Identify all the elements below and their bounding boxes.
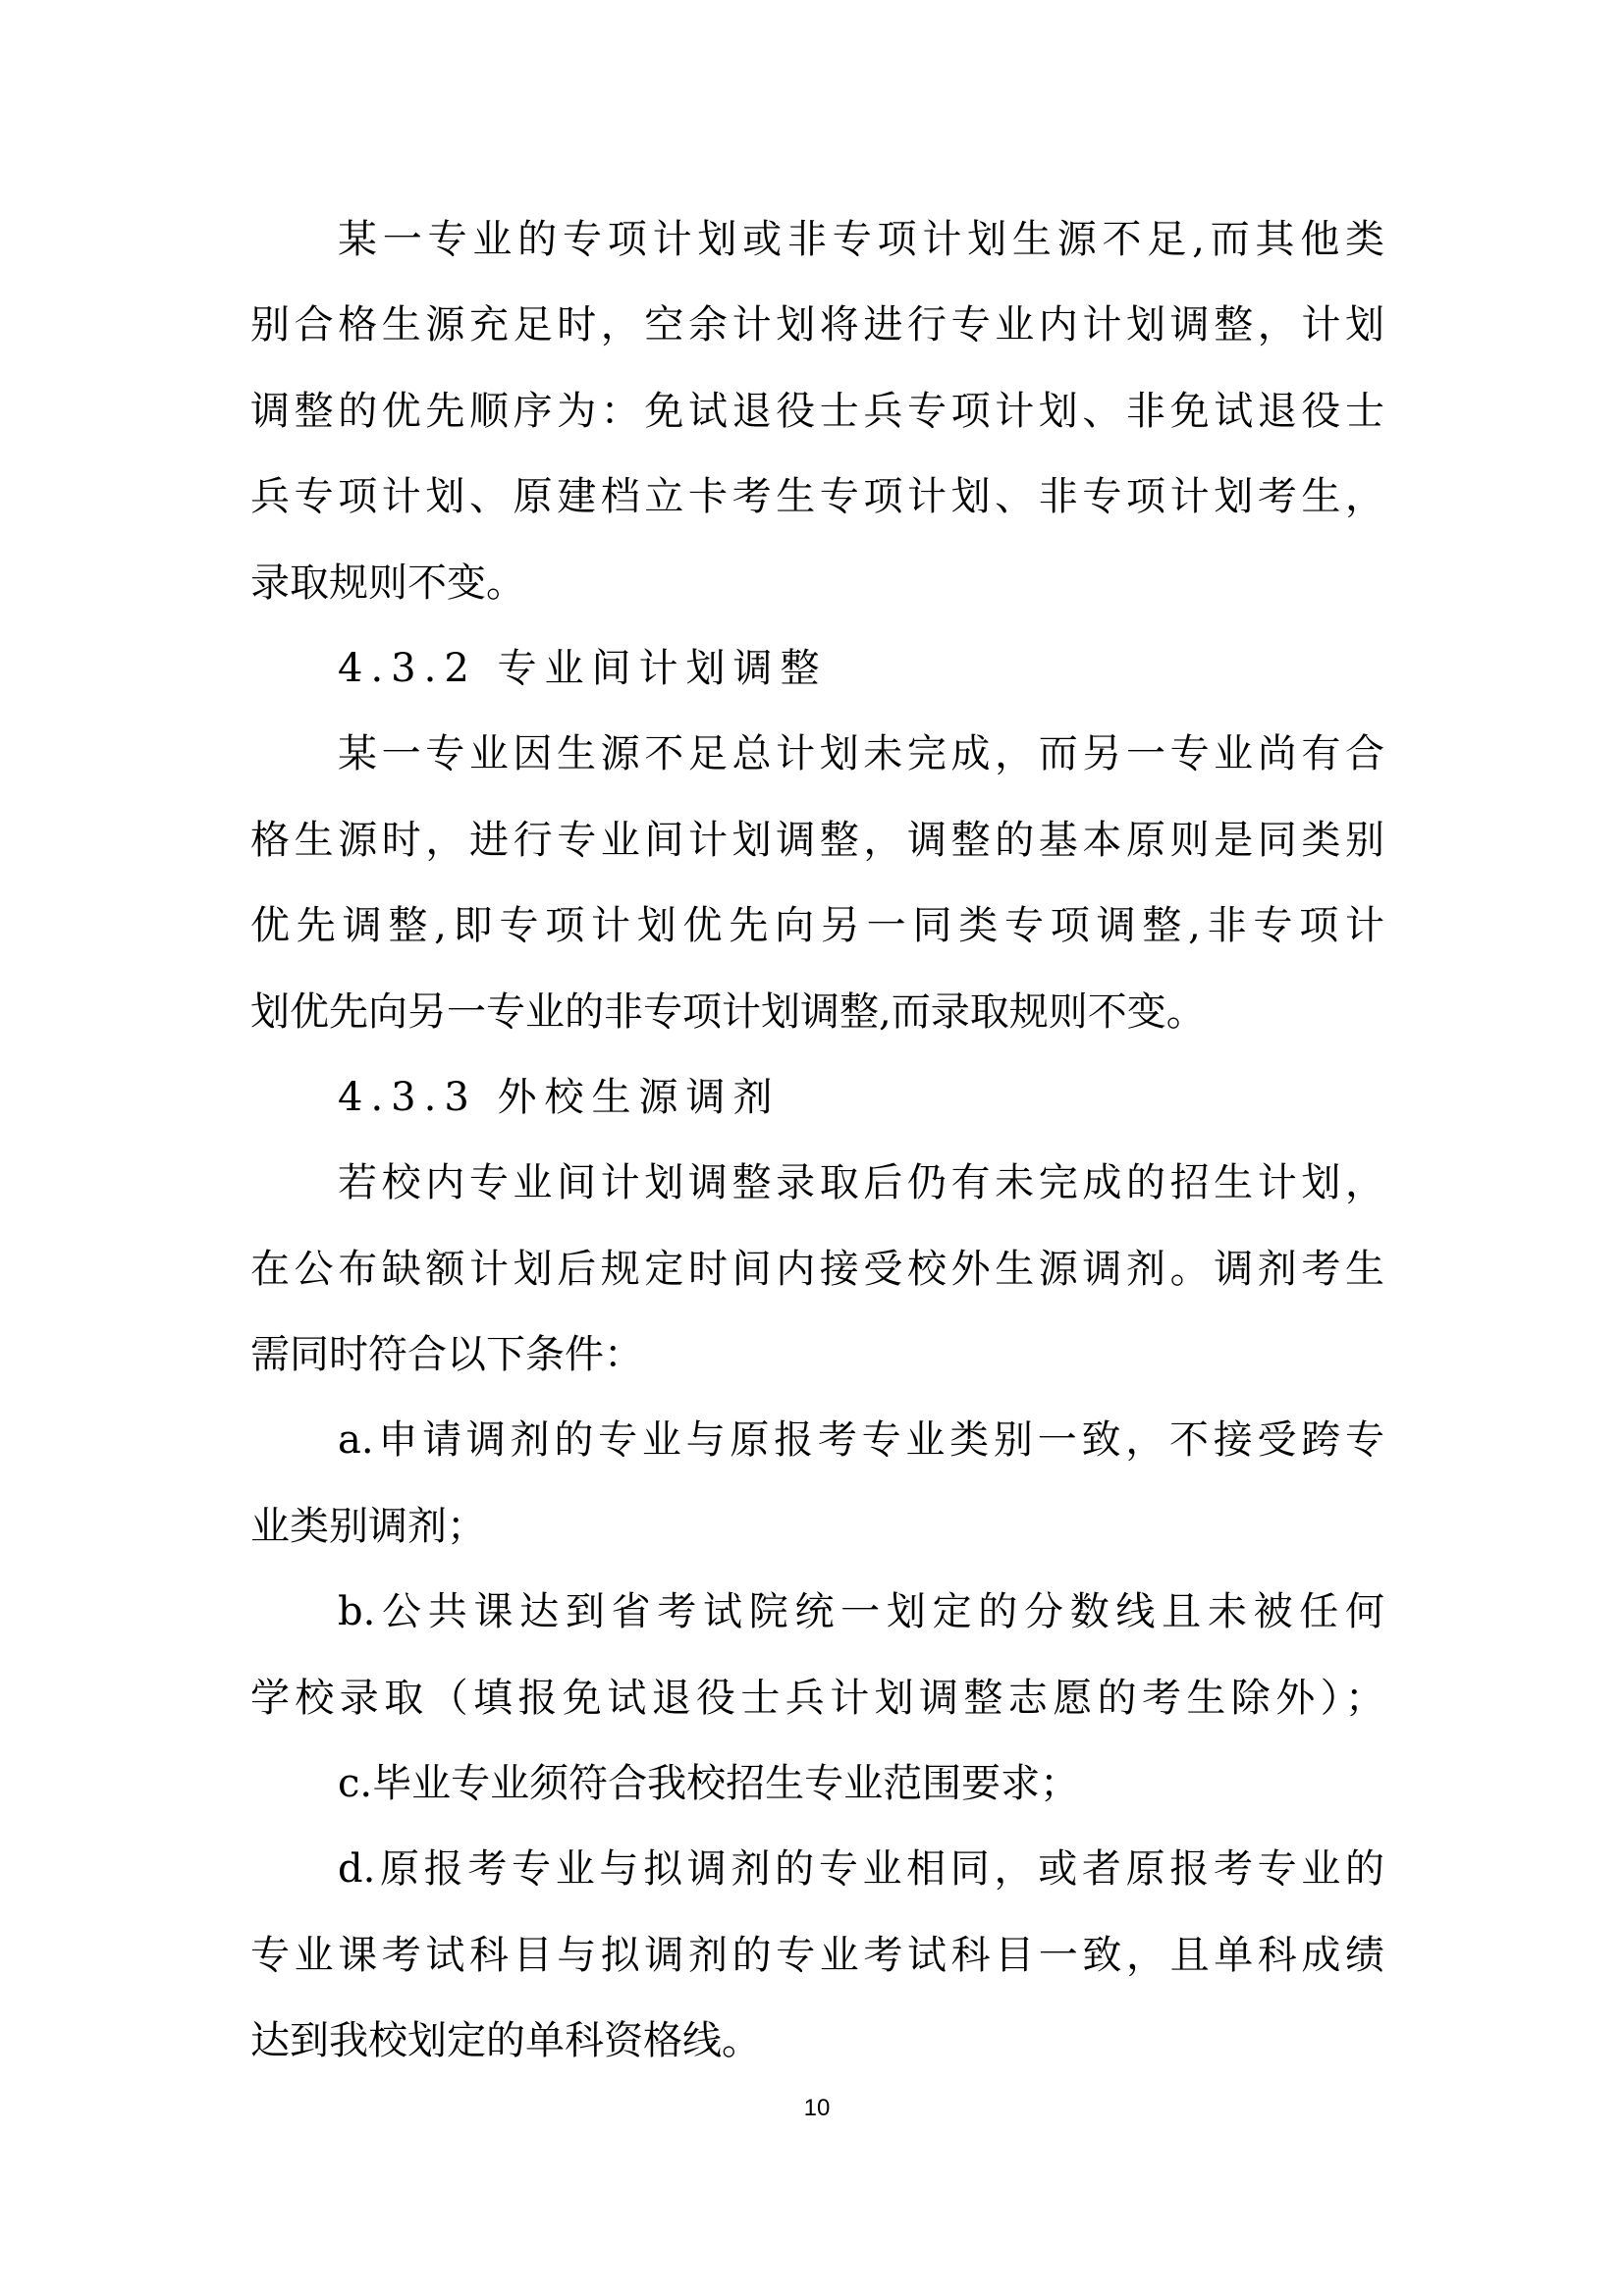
list-item-line: 业类别调剂； <box>250 1503 486 1549</box>
section-heading: 4.3.3 外校生源调剂 <box>338 1074 781 1120</box>
list-item-line: a.申请调剂的专业与原报考专业类别一致，不接受跨专 <box>338 1417 1384 1464</box>
paragraph-line: 格生源时，进行专业间计划调整，调整的基本原则是同类别 <box>250 817 1384 863</box>
list-item-line: 专业课考试科目与拟调剂的专业考试科目一致，且单科成绩 <box>250 1932 1384 1978</box>
list-item-line: d.原报考专业与拟调剂的专业相同，或者原报考专业的 <box>338 1846 1384 1893</box>
list-item-line: b.公共课达到省考试院统一划定的分数线且未被任何 <box>338 1589 1384 1635</box>
paragraph-line: 在公布缺额计划后规定时间内接受校外生源调剂。调剂考生 <box>250 1246 1384 1292</box>
document-body <box>250 197 1384 2085</box>
paragraph-line: 兵专项计划、原建档立卡考生专项计划、非专项计划考生， <box>250 474 1384 520</box>
paragraph-line: 需同时符合以下条件： <box>250 1332 643 1378</box>
paragraph-line: 划优先向另一专业的非专项计划调整,而录取规则不变。 <box>250 988 1206 1035</box>
paragraph-line: 某一专业的专项计划或非专项计划生源不足,而其他类 <box>338 217 1384 262</box>
section-heading: 4.3.2 专业间计划调整 <box>338 645 828 691</box>
page-number: 10 <box>803 2095 831 2121</box>
paragraph-line: 优先调整,即专项计划优先向另一同类专项调整,非专项计 <box>250 903 1384 949</box>
list-item-line: c.毕业专业须符合我校招生专业范围要求； <box>338 1761 1080 1807</box>
list-item-line: 学校录取（填报免试退役士兵计划调整志愿的考生除外）； <box>250 1675 1384 1721</box>
paragraph-line: 录取规则不变。 <box>250 560 525 606</box>
paragraph-line: 调整的优先顺序为：免试退役士兵专项计划、非免试退役士 <box>250 388 1384 434</box>
paragraph-line: 某一专业因生源不足总计划未完成，而另一专业尚有合 <box>338 731 1384 777</box>
paragraph-line: 别合格生源充足时，空余计划将进行专业内计划调整，计划 <box>250 302 1384 348</box>
list-item-line: 达到我校划定的单科资格线。 <box>250 2018 761 2064</box>
paragraph-line: 若校内专业间计划调整录取后仍有未完成的招生计划， <box>338 1160 1384 1206</box>
